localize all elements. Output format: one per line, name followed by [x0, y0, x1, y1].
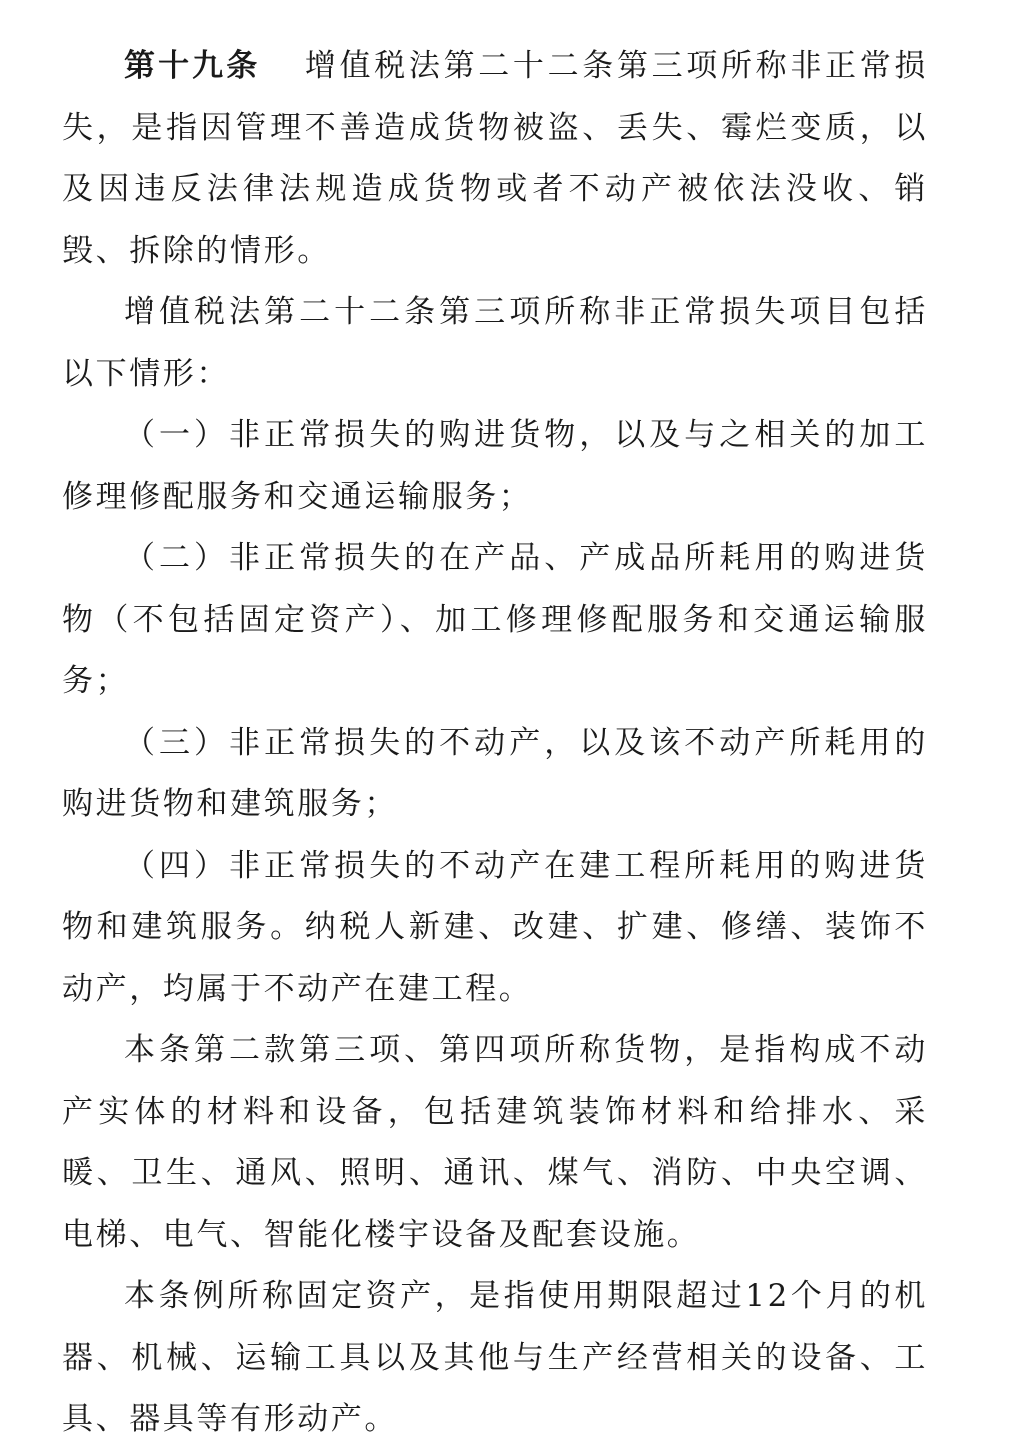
paragraph-text: 增值税法第二十二条第三项所称非正常损失，是指因管理不善造成货物被盗、丢失、霉烂变质，以及因违反法律法规造成货物或者不动产被依法没收、销毁、拆除的情形。	[62, 48, 928, 269]
list-item-4: （四）非正常损失的不动产在建工程所耗用的购进货物和建筑服务。纳税人新建、改建、扩建、修缮、装饰不动产，均属于不动产在建工程。	[62, 847, 928, 1007]
article-heading: 第十九条	[124, 48, 261, 84]
article-paragraph-2: 增值税法第二十二条第三项所称非正常损失项目包括以下情形：	[62, 294, 928, 392]
list-item-1: （一）非正常损失的购进货物，以及与之相关的加工修理修配服务和交通运输服务；	[62, 417, 928, 515]
document-page	[62, 36, 928, 1451]
article-paragraph-goods: 本条第二款第三项、第四项所称货物，是指构成不动产实体的材料和设备，包括建筑装饰材料和给排水、采暖、卫生、通风、照明、通讯、煤气、消防、中央空调、电梯、电气、智能化楼宇设备及配套设施。	[62, 1032, 928, 1253]
list-item-3: （三）非正常损失的不动产，以及该不动产所耗用的购进货物和建筑服务；	[62, 724, 928, 822]
list-item-2: （二）非正常损失的在产品、产成品所耗用的购进货物（不包括固定资产）、加工修理修配服务和交通运输服务；	[62, 540, 928, 699]
article-paragraph-1	[62, 36, 928, 282]
article-paragraph-fixed-assets: 本条例所称固定资产，是指使用期限超过12个月的机器、机械、运输工具以及其他与生产经营相关的设备、工具、器具等有形动产。	[62, 1278, 928, 1437]
